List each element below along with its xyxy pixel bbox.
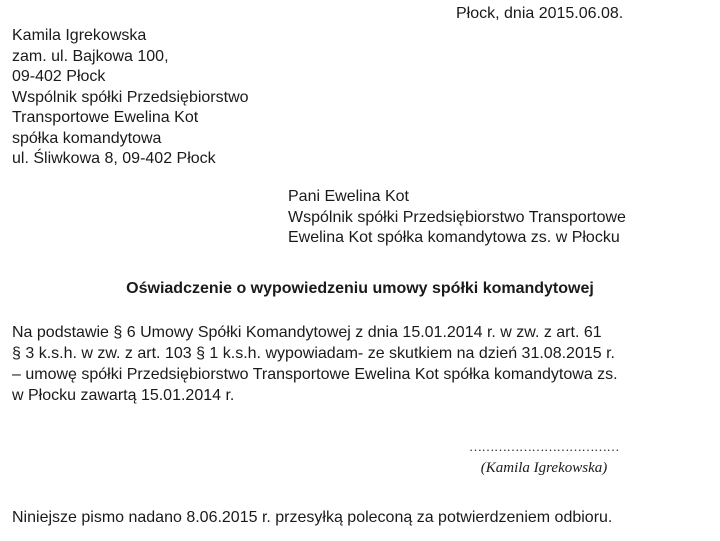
signature-line: ……………………………… [469,439,619,454]
sender-role-line-2: Transportowe Ewelina Kot [12,109,199,126]
body-line-1: Na podstawie § 6 Umowy Spółki Komandytowej z dnia 15.01.2014 r. w zw. z art. 61 [12,324,602,341]
body-line-4: w Płocku zawartą 15.01.2014 r. [12,387,235,404]
body-line-3: – umowę spółki Przedsiębiorstwo Transportowe Ewelina Kot spółka komandytowa zs. [12,366,618,383]
statement-body [12,322,618,406]
sender-role-line-3: spółka komandytowa [12,129,162,147]
recipient-role-line-2: Ewelina Kot spółka komandytowa zs. w Płocku [288,229,620,246]
document-title: Oświadczenie o wypowiedzeniu umowy spółki komandytowej [126,280,594,297]
signature-name: (Kamila Igrekowska) [480,460,608,476]
sender-street: zam. ul. Bajkowa 100, [12,47,169,65]
recipient-name: Pani Ewelina Kot [288,188,409,205]
signature-block [454,440,634,478]
body-line-2: § 3 k.s.h. w zw. z art. 103 § 1 k.s.h. wypowiadam- ze skutkiem na dzień 31.08.2015 r. [12,345,615,362]
date-line: Płock, dnia 2015.06.08. [456,5,624,22]
sender-city: 09-402 Płock [12,68,106,85]
recipient-role-line-1: Wspólnik spółki Przedsiębiorstwo Transportowe [288,208,626,226]
sender-company-address: ul. Śliwkowa 8, 09-402 Płock [12,150,216,167]
sender-role-line-1: Wspólnik spółki Przedsiębiorstwo [12,88,249,106]
sender-name: Kamila Igrekowska [12,27,147,44]
delivery-note: Niniejsze pismo nadano 8.06.2015 r. przesyłką poleconą za potwierdzeniem odbioru. [12,509,613,526]
sender-address-block [12,26,249,170]
recipient-address-block [288,187,626,249]
